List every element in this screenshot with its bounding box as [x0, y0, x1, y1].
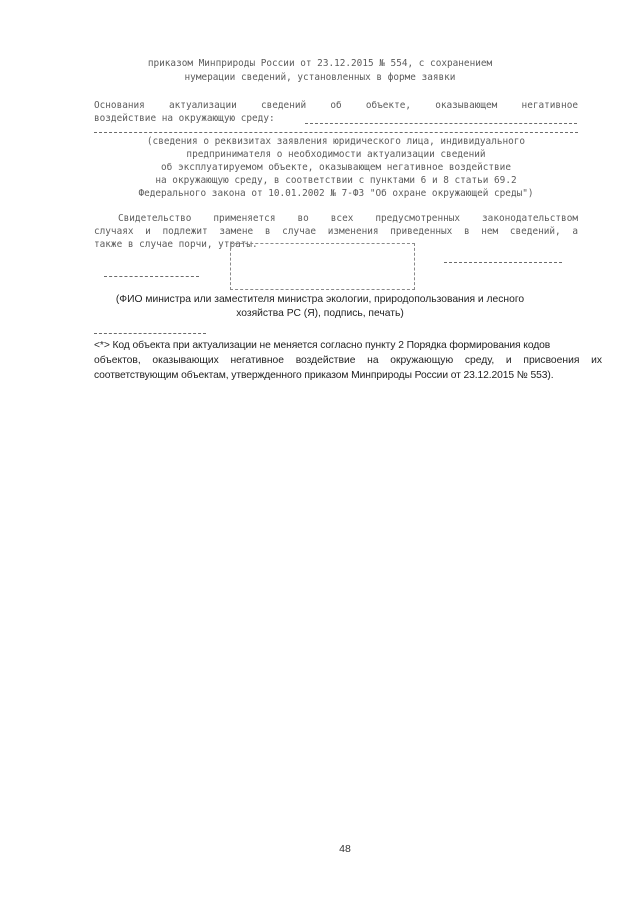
footnote-line-3: соответствующим объектам, утвержденного приказом Минприроды России от 23.12.2015 № 553).	[94, 370, 554, 381]
signature-caption-line-1: (ФИО министра или заместителя министра экологии, природопользования и лесного	[115, 294, 525, 305]
footnote-line-1: <*> Код объекта при актуализации не меняется согласно пункту 2 Порядка формирования кодов	[94, 340, 551, 351]
basis-fill-line	[305, 123, 577, 124]
requisites-line-3: об эксплуатируемом объекте, оказывающем негативное воздействие	[161, 162, 511, 173]
requisites-line-5: Федерального закона от 10.01.2002 № 7-ФЗ "Об охране окружающей среды")	[138, 188, 534, 199]
basis-fill-line-2	[94, 132, 578, 133]
signature-line-left	[104, 276, 199, 277]
certificate-line-1: Свидетельство применяется во всех предусмотренных законодательством	[118, 213, 578, 224]
signature-caption-line-2: хозяйства РС (Я), подпись, печать)	[236, 308, 404, 319]
certificate-line-2: случаях и подлежит замене в случае изменения приведенных в нем сведений, а	[94, 226, 578, 237]
requisites-line-4: на окружающую среду, в соответствии с пунктами 6 и 8 статьи 69.2	[155, 175, 517, 186]
signature-line-right	[444, 262, 562, 263]
stamp-signature-box	[230, 243, 415, 290]
basis-label-cont: воздействие на окружающую среду:	[94, 113, 275, 124]
header-line-2: нумерации сведений, установленных в форме заявки	[184, 72, 456, 83]
requisites-line-1: (сведения о реквизитах заявления юридического лица, индивидуального	[146, 136, 526, 147]
footnote-separator	[94, 333, 206, 334]
basis-label: Основания актуализации сведений об объекте, оказывающем негативное	[94, 100, 578, 111]
header-line-1: приказом Минприроды России от 23.12.2015 № 554, с сохранением	[147, 58, 493, 69]
requisites-line-2: предпринимателя о необходимости актуализации сведений	[186, 149, 486, 160]
page-number: 48	[339, 843, 351, 855]
certificate-line-3: также в случае порчи, утраты.	[94, 239, 258, 250]
footnote-line-2: объектов, оказывающих негативное воздействие на окружающую среду, и присвоения их	[94, 355, 602, 366]
